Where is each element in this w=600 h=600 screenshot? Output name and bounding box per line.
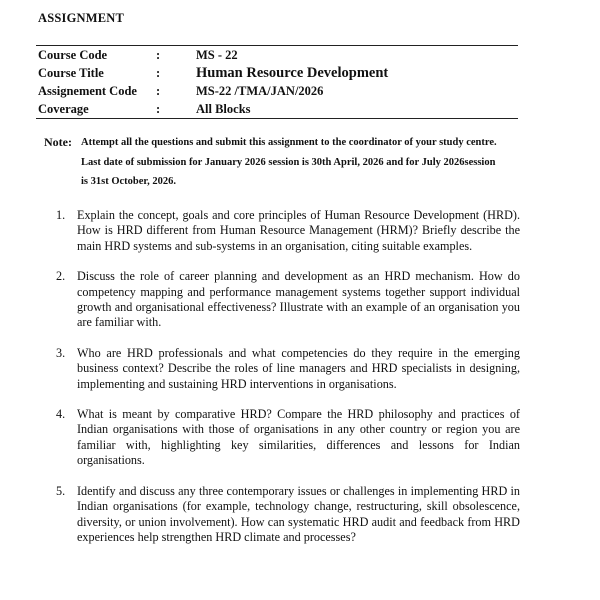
question-item bbox=[56, 484, 520, 546]
question-number: 5. bbox=[56, 483, 66, 498]
separator-colon: : bbox=[156, 48, 161, 62]
question-text: Identify and discuss any three contemporary issues or challenges in implementing HRD in Indian organisations (for example, technology change, restructuring, skill obsolescence, diversity, or union involvement). How can systematic HRD audit and feedback from HRD experiences help strengthen HRD climate and processes? bbox=[77, 483, 520, 544]
note-label: Note: bbox=[44, 135, 72, 149]
question-text: Who are HRD professionals and what competencies do they require in the emerging business context? Describe the roles of line managers and HRD specialists in designing, implementing and sustaining HRD interventions in organisations. bbox=[77, 345, 520, 391]
top-divider bbox=[36, 45, 518, 46]
question-number: 1. bbox=[56, 208, 66, 222]
assignment-code-label: Assignement Code bbox=[38, 84, 137, 98]
separator-colon: : bbox=[156, 102, 161, 116]
question-text: Discuss the role of career planning and development as an HRD mechanism. How do competency mapping and performance management systems together support individual growth and organisational effectiveness? Illustrate with an example of an organisation you are familiar with. bbox=[77, 269, 520, 330]
bottom-divider bbox=[36, 118, 518, 119]
question-list bbox=[56, 208, 520, 545]
course-title-label: Course Title bbox=[38, 66, 104, 80]
question-text: Explain the concept, goals and core principles of Human Resource Development (HRD). How is HRD different from Human Resource Management (HRM)? Briefly describe the main HRD systems and sub-systems in an organisation, citing suitable examples. bbox=[77, 208, 520, 253]
question-item bbox=[56, 269, 520, 331]
course-code-value: MS - 22 bbox=[196, 48, 238, 62]
course-details bbox=[38, 48, 518, 120]
question-number: 2. bbox=[56, 269, 66, 284]
course-title-row bbox=[38, 66, 518, 84]
question-number: 3. bbox=[56, 345, 66, 360]
separator-colon: : bbox=[156, 84, 161, 98]
assignment-code-row bbox=[38, 84, 518, 102]
question-number: 4. bbox=[56, 407, 66, 422]
coverage-label: Coverage bbox=[38, 102, 89, 116]
question-text: What is meant by comparative HRD? Compare the HRD philosophy and practices of Indian organisations with those of organisations in any other country or region you are familiar with, highlighting key similarities, differences and lessons for Indian organisations. bbox=[77, 407, 520, 468]
note-line-1: Attempt all the questions and submit this assignment to the coordinator of your study centre. bbox=[81, 137, 497, 148]
course-code-row bbox=[38, 48, 518, 66]
note-line-2: Last date of submission for January 2026 session is 30th April, 2026 and for July 2026session bbox=[81, 156, 496, 168]
course-code-label: Course Code bbox=[38, 48, 108, 62]
separator-colon: : bbox=[156, 66, 161, 80]
question-item bbox=[56, 346, 520, 392]
coverage-value: All Blocks bbox=[196, 102, 251, 116]
question-item bbox=[56, 208, 520, 254]
note-line-3: is 31st October, 2026. bbox=[81, 176, 176, 187]
assignment-code-value: MS-22 /TMA/JAN/2026 bbox=[196, 84, 324, 98]
question-item bbox=[56, 407, 520, 469]
course-title-value: Human Resource Development bbox=[196, 65, 389, 81]
page-heading: ASSIGNMENT bbox=[38, 11, 125, 25]
note-text bbox=[81, 133, 521, 192]
